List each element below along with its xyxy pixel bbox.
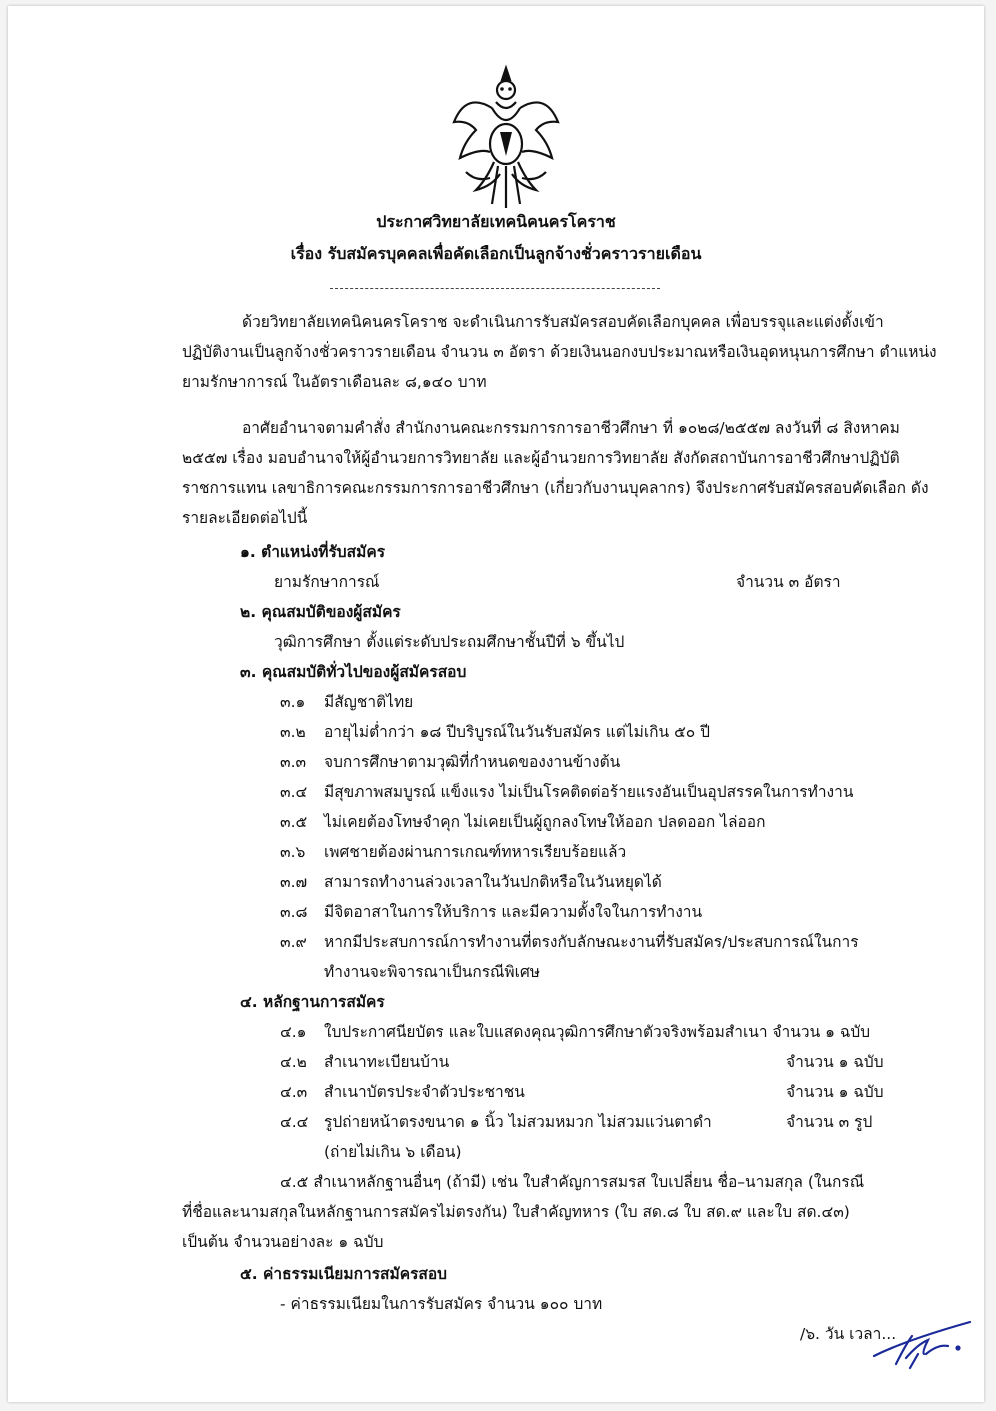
item-text: สำเนาบัตรประจำตัวประชาชน (324, 1083, 525, 1101)
section-heading: ๒. คุณสมบัติของผู้สมัคร (240, 603, 401, 621)
item-number: ๓.๔ (280, 783, 308, 801)
item-count: จำนวน ๑ ฉบับ (786, 1083, 884, 1101)
section-heading: ๔. หลักฐานการสมัคร (240, 993, 385, 1011)
item-number: ๔.๒ (280, 1053, 307, 1071)
item-text: จบการศึกษาตามวุฒิที่กำหนดของงานข้างต้น (324, 753, 621, 771)
item-text: สามารถทำงานล่วงเวลาในวันปกติหรือในวันหยุดได้ (324, 873, 662, 891)
item-count: จำนวน ๓ รูป (786, 1113, 873, 1131)
authority-line: ราชการแทน เลขาธิการคณะกรรมการการอาชีวศึกษา (เกี่ยวกับงานบุคลากร) จึงประกาศรับสมัครสอบคัดเลือก ดัง (182, 479, 929, 497)
item-text: มีจิตอาสาในการให้บริการ และมีความตั้งใจในการทำงาน (324, 903, 703, 921)
item-number: ๓.๗ (280, 873, 308, 891)
authority-line: รายละเอียดต่อไปนี้ (182, 509, 308, 527)
document-page (8, 6, 984, 1402)
item-number: ๓.๙ (280, 933, 307, 951)
qualification-text: วุฒิการศึกษา ตั้งแต่ระดับประถมศึกษาชั้นปีที่ ๖ ขึ้นไป (274, 633, 625, 651)
item-number: ๓.๓ (280, 753, 307, 771)
signature-icon (866, 1314, 978, 1370)
section-heading: ๕. ค่าธรรมเนียมการสมัครสอบ (240, 1265, 448, 1283)
title-separator (330, 288, 660, 289)
fee-text: - ค่าธรรมเนียมในการรับสมัคร จำนวน ๑๐๐ บาท (280, 1295, 603, 1313)
garuda-emblem-icon (446, 62, 566, 212)
item-text: ใบประกาศนียบัตร และใบแสดงคุณวุฒิการศึกษาตัวจริงพร้อมสำเนา จำนวน ๑ ฉบับ (324, 1023, 871, 1041)
item-number: ๔.๑ (280, 1023, 307, 1041)
section-heading: ๓. คุณสมบัติทั่วไปของผู้สมัครสอบ (240, 663, 467, 681)
item-number: ๓.๒ (280, 723, 306, 741)
item-number: ๓.๘ (280, 903, 308, 921)
item-text: สำเนาทะเบียนบ้าน (324, 1053, 450, 1071)
intro-line: ปฏิบัติงานเป็นลูกจ้างชั่วคราวรายเดือน จำนวน ๓ อัตรา ด้วยเงินนอกงบประมาณหรือเงินอุดหนุนการศึกษา ตำแหน่ง (182, 343, 937, 361)
item-number: ๓.๖ (280, 843, 306, 861)
document-subject: เรื่อง รับสมัครบุคคลเพื่อคัดเลือกเป็นลูกจ้างชั่วคราวรายเดือน (290, 244, 702, 263)
authority-line: อาศัยอำนาจตามคำสั่ง สำนักงานคณะกรรมการการอาชีวศึกษา ที่ ๑๐๒๘/๒๕๕๗ ลงวันที่ ๘ สิงหาคม (242, 419, 900, 437)
item-text: รูปถ่ายหน้าตรงขนาด ๑ นิ้ว ไม่สวมหมวก ไม่สวมแว่นตาดำ (324, 1113, 712, 1131)
intro-line: ยามรักษาการณ์ ในอัตราเดือนละ ๘,๑๔๐ บาท (182, 373, 487, 391)
document-title: ประกาศวิทยาลัยเทคนิคนครโคราช (376, 212, 616, 231)
continued-marker: /๖. วัน เวลา... (800, 1325, 897, 1343)
item-number: ๔.๔ (280, 1113, 309, 1131)
item-number: ๔.๓ (280, 1083, 308, 1101)
item-number: ๓.๕ (280, 813, 308, 831)
section-heading: ๑. ตำแหน่งที่รับสมัคร (240, 543, 386, 561)
item-text: มีสัญชาติไทย (324, 693, 414, 711)
item-text: มีสุขภาพสมบูรณ์ แข็งแรง ไม่เป็นโรคติดต่อร้ายแรงอันเป็นอุปสรรคในการทำงาน (324, 783, 854, 801)
position-count: จำนวน ๓ อัตรา (736, 573, 841, 591)
item-text: (ถ่ายไม่เกิน ๖ เดือน) (324, 1143, 462, 1161)
intro-line: ด้วยวิทยาลัยเทคนิคนครโคราช จะดำเนินการรับสมัครสอบคัดเลือกบุคคล เพื่อบรรจุและแต่งตั้งเข้า (242, 313, 884, 331)
authority-line: ๒๕๕๗ เรื่อง มอบอำนาจให้ผู้อำนวยการวิทยาลัย และผู้อำนวยการวิทยาลัย สังกัดสถาบันการอาชีวศึกษาปฏิบัติ (182, 449, 900, 467)
item-paragraph: ๔.๕ สำเนาหลักฐานอื่นๆ (ถ้ามี) เช่น ใบสำคัญการสมรส ใบเปลี่ยน ชื่อ–นามสกุล (ในกรณี (280, 1173, 865, 1191)
item-number: ๓.๑ (280, 693, 306, 711)
item-paragraph: ที่ชื่อและนามสกุลในหลักฐานการสมัครไม่ตรงกัน) ใบสำคัญทหาร (ใบ สด.๘ ใบ สด.๙ และใบ สด.๔๓) (182, 1203, 850, 1221)
item-text: อายุไม่ต่ำกว่า ๑๘ ปีบริบูรณ์ในวันรับสมัคร แต่ไม่เกิน ๕๐ ปี (324, 723, 711, 741)
item-text: หากมีประสบการณ์การทำงานที่ตรงกับลักษณะงานที่รับสมัคร/ประสบการณ์ในการ (324, 933, 859, 951)
item-paragraph: เป็นต้น จำนวนอย่างละ ๑ ฉบับ (182, 1233, 384, 1251)
item-text: ไม่เคยต้องโทษจำคุก ไม่เคยเป็นผู้ถูกลงโทษให้ออก ปลดออก ไล่ออก (324, 813, 766, 831)
item-count: จำนวน ๑ ฉบับ (786, 1053, 884, 1071)
item-text: เพศชายต้องผ่านการเกณฑ์ทหารเรียบร้อยแล้ว (324, 843, 627, 861)
item-text: ทำงานจะพิจารณาเป็นกรณีพิเศษ (324, 963, 541, 981)
position-name: ยามรักษาการณ์ (274, 573, 380, 591)
